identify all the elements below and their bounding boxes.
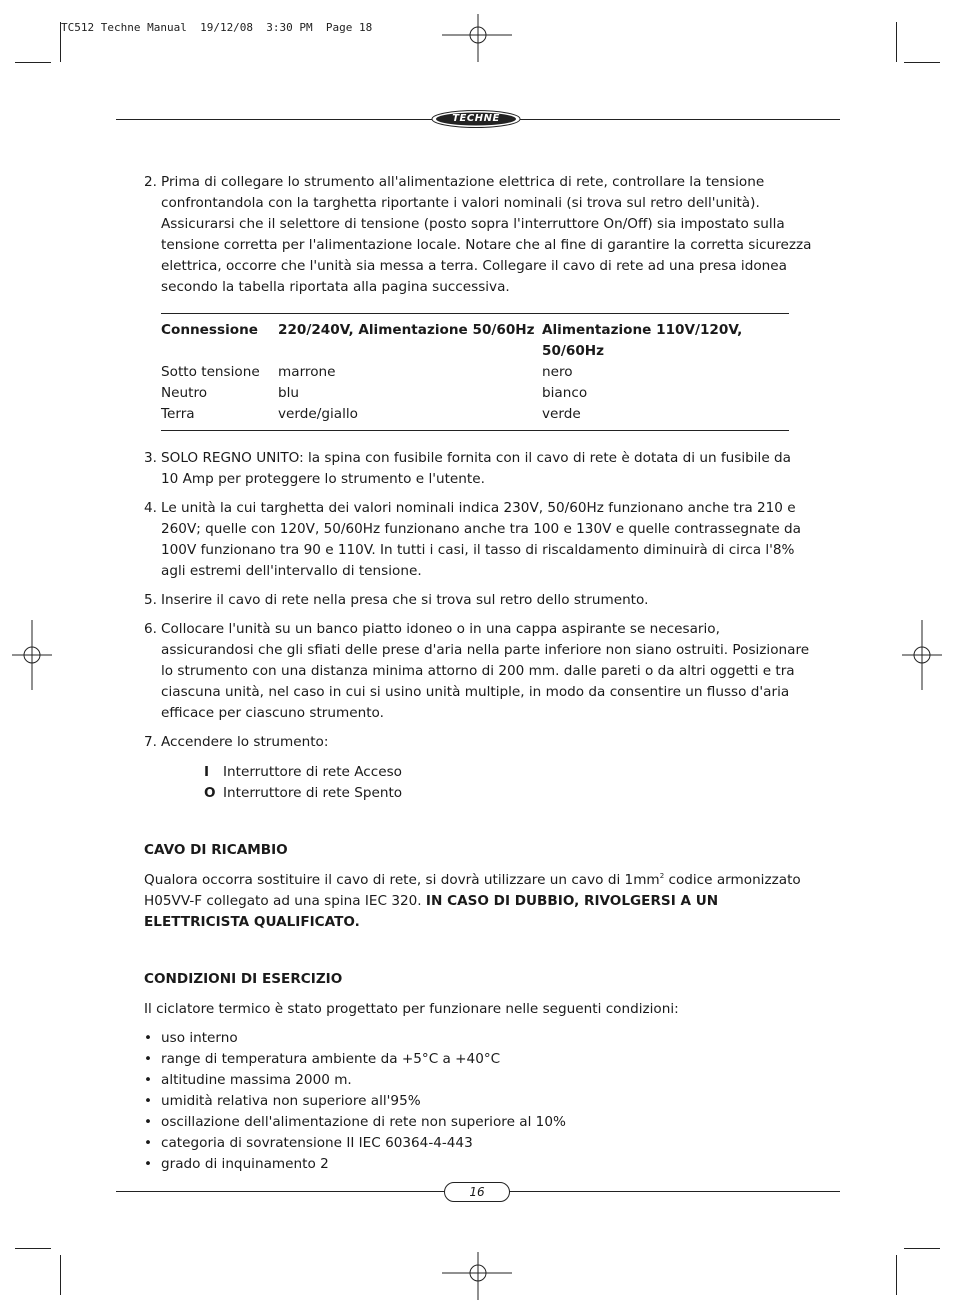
item-number: 3.: [144, 450, 157, 466]
list-item: [144, 1112, 812, 1133]
item-number: 5.: [144, 592, 157, 608]
list-item-text: grado di inquinamento 2: [161, 1156, 329, 1172]
item-text: Le unità la cui targhetta dei valori nominali indica 230V, 50/60Hz funzionano anche tra 210 e 260V; quelle con 120V, 50/60Hz funzionano anche tra 100 e 130V e quelle contrassegnate da 100V funzionano tra 90 e 110V. In tutti i casi, il tasso di riscaldamento diminuirà di circa l'8% agli estremi dell'intervallo di tensione.: [161, 500, 801, 579]
item-text: Accendere lo strumento:: [161, 734, 329, 750]
techne-logo: [431, 110, 521, 128]
list-item: [144, 1070, 812, 1091]
cavo-text-2: codice armonizzato H05VV-F collegato ad una spina IEC 320.: [144, 872, 801, 909]
item-text: Inserire il cavo di rete nella presa che si trova sul retro dello strumento.: [161, 592, 649, 608]
conditions-list: [144, 1028, 812, 1175]
table-cell: bianco: [542, 385, 588, 401]
switch-row-off: [204, 783, 812, 804]
list-item-text: uso interno: [161, 1030, 238, 1046]
bullet-icon: •: [144, 1072, 153, 1088]
wiring-table: [161, 313, 789, 431]
item-number: 2.: [144, 174, 157, 190]
list-item-text: range di temperatura ambiente da +5°C a +40°C: [161, 1051, 501, 1067]
print-slug: TC512 Techne Manual 19/12/08 3:30 PM Page 18: [61, 21, 373, 34]
table-row: [161, 362, 789, 383]
table-row: [161, 383, 789, 404]
registration-mark-bottom: [442, 1252, 512, 1300]
item-text: Collocare l'unità su un banco piatto idoneo o in una cappa aspirante se necesario, assicurandosi che gli sfiati delle prese d'aria nella parte inferiore non siano ostruiti. Posizionare lo strumento con una distanza minima attorno di 200 mm. dalle pareti o da altri oggetti e tra ciascuna unità, nel caso in cui si usino unità multiple, in modo da consentire un flusso d'aria efficace per ciascuno strumento.: [161, 621, 810, 721]
table-cell: blu: [278, 385, 300, 401]
table-cell: nero: [542, 364, 573, 380]
section-heading-condizioni: CONDIZIONI DI ESERCIZIO: [144, 971, 343, 987]
table-header-row: [161, 320, 789, 362]
condizioni-intro: Il ciclatore termico è stato progettato per funzionare nelle seguenti condizioni:: [144, 1001, 679, 1017]
table-header-cell: 220/240V, Alimentazione 50/60Hz: [278, 322, 535, 338]
table-cell: Neutro: [161, 385, 208, 401]
list-item-text: categoria di sovratensione II IEC 60364-4-443: [161, 1135, 473, 1151]
table-cell: verde: [542, 406, 581, 422]
registration-mark-top: [442, 14, 512, 62]
list-item: [144, 1154, 812, 1175]
switch-legend: [204, 762, 812, 804]
logo-text: TECHNE: [452, 113, 500, 124]
item-number: 7.: [144, 734, 157, 750]
page-content: [144, 172, 812, 1175]
table-cell: verde/giallo: [278, 406, 358, 422]
instruction-item-7: [144, 732, 812, 753]
instruction-item-4: [144, 498, 812, 582]
bullet-icon: •: [144, 1051, 153, 1067]
cavo-warning: IN CASO DI DUBBIO, RIVOLGERSI A UN ELETTRICISTA QUALIFICATO.: [144, 893, 719, 930]
bullet-icon: •: [144, 1093, 153, 1109]
list-item: [144, 1133, 812, 1154]
bullet-icon: •: [144, 1156, 153, 1172]
instruction-item-2: [144, 172, 812, 298]
cavo-paragraph: [144, 870, 812, 933]
table-cell: Sotto tensione: [161, 364, 260, 380]
registration-mark-left: [12, 620, 52, 690]
item-text: Prima di collegare lo strumento all'alimentazione elettrica di rete, controllare la tensione confrontandola con la targhetta riportante i valori nominali (si trova sul retro dell'unità). Assicurarsi che il selettore di tensione (posto sopra l'interruttore On/Off) sia impostato sulla tensione corretta per l'alimentazione locale. Notare che al fine di garantire la corretta sicurezza elettrica, occorre che l'unità sia messa a terra. Collegare il cavo di rete ad una presa idonea secondo la tabella riportata alla pagina successiva.: [161, 174, 812, 295]
list-item: [144, 1049, 812, 1070]
bullet-icon: •: [144, 1135, 153, 1151]
switch-symbol: I: [204, 764, 210, 780]
bullet-icon: •: [144, 1030, 153, 1046]
table-row: [161, 404, 789, 425]
list-item-text: oscillazione dell'alimentazione di rete non superiore al 10%: [161, 1114, 566, 1130]
item-number: 6.: [144, 621, 157, 637]
section-heading-cavo: CAVO DI RICAMBIO: [144, 842, 288, 858]
switch-label: Interruttore di rete Spento: [223, 785, 403, 801]
item-number: 4.: [144, 500, 157, 516]
switch-symbol: O: [204, 785, 216, 801]
list-item: [144, 1028, 812, 1049]
switch-label: Interruttore di rete Acceso: [223, 764, 402, 780]
cavo-superscript: 2: [659, 872, 665, 880]
table-cell: marrone: [278, 364, 336, 380]
list-item-text: altitudine massima 2000 m.: [161, 1072, 352, 1088]
page-number: 16: [444, 1182, 510, 1202]
cavo-text-1: Qualora occorra sostituire il cavo di rete, si dovrà utilizzare un cavo di 1mm: [144, 872, 660, 888]
list-item-text: umidità relativa non superiore all'95%: [161, 1093, 421, 1109]
list-item: [144, 1091, 812, 1112]
instruction-item-5: [144, 590, 812, 611]
switch-row-on: [204, 762, 812, 783]
registration-mark-right: [902, 620, 942, 690]
item-text: SOLO REGNO UNITO: la spina con fusibile fornita con il cavo di rete è dotata di un fusibile da 10 Amp per proteggere lo strumento e l'utente.: [161, 450, 791, 487]
bullet-icon: •: [144, 1114, 153, 1130]
instruction-item-3: [144, 448, 812, 490]
instruction-item-6: [144, 619, 812, 724]
table-cell: Terra: [161, 406, 195, 422]
table-header-cell: Connessione: [161, 322, 258, 338]
table-header-cell: Alimentazione 110V/120V, 50/60Hz: [542, 322, 743, 359]
